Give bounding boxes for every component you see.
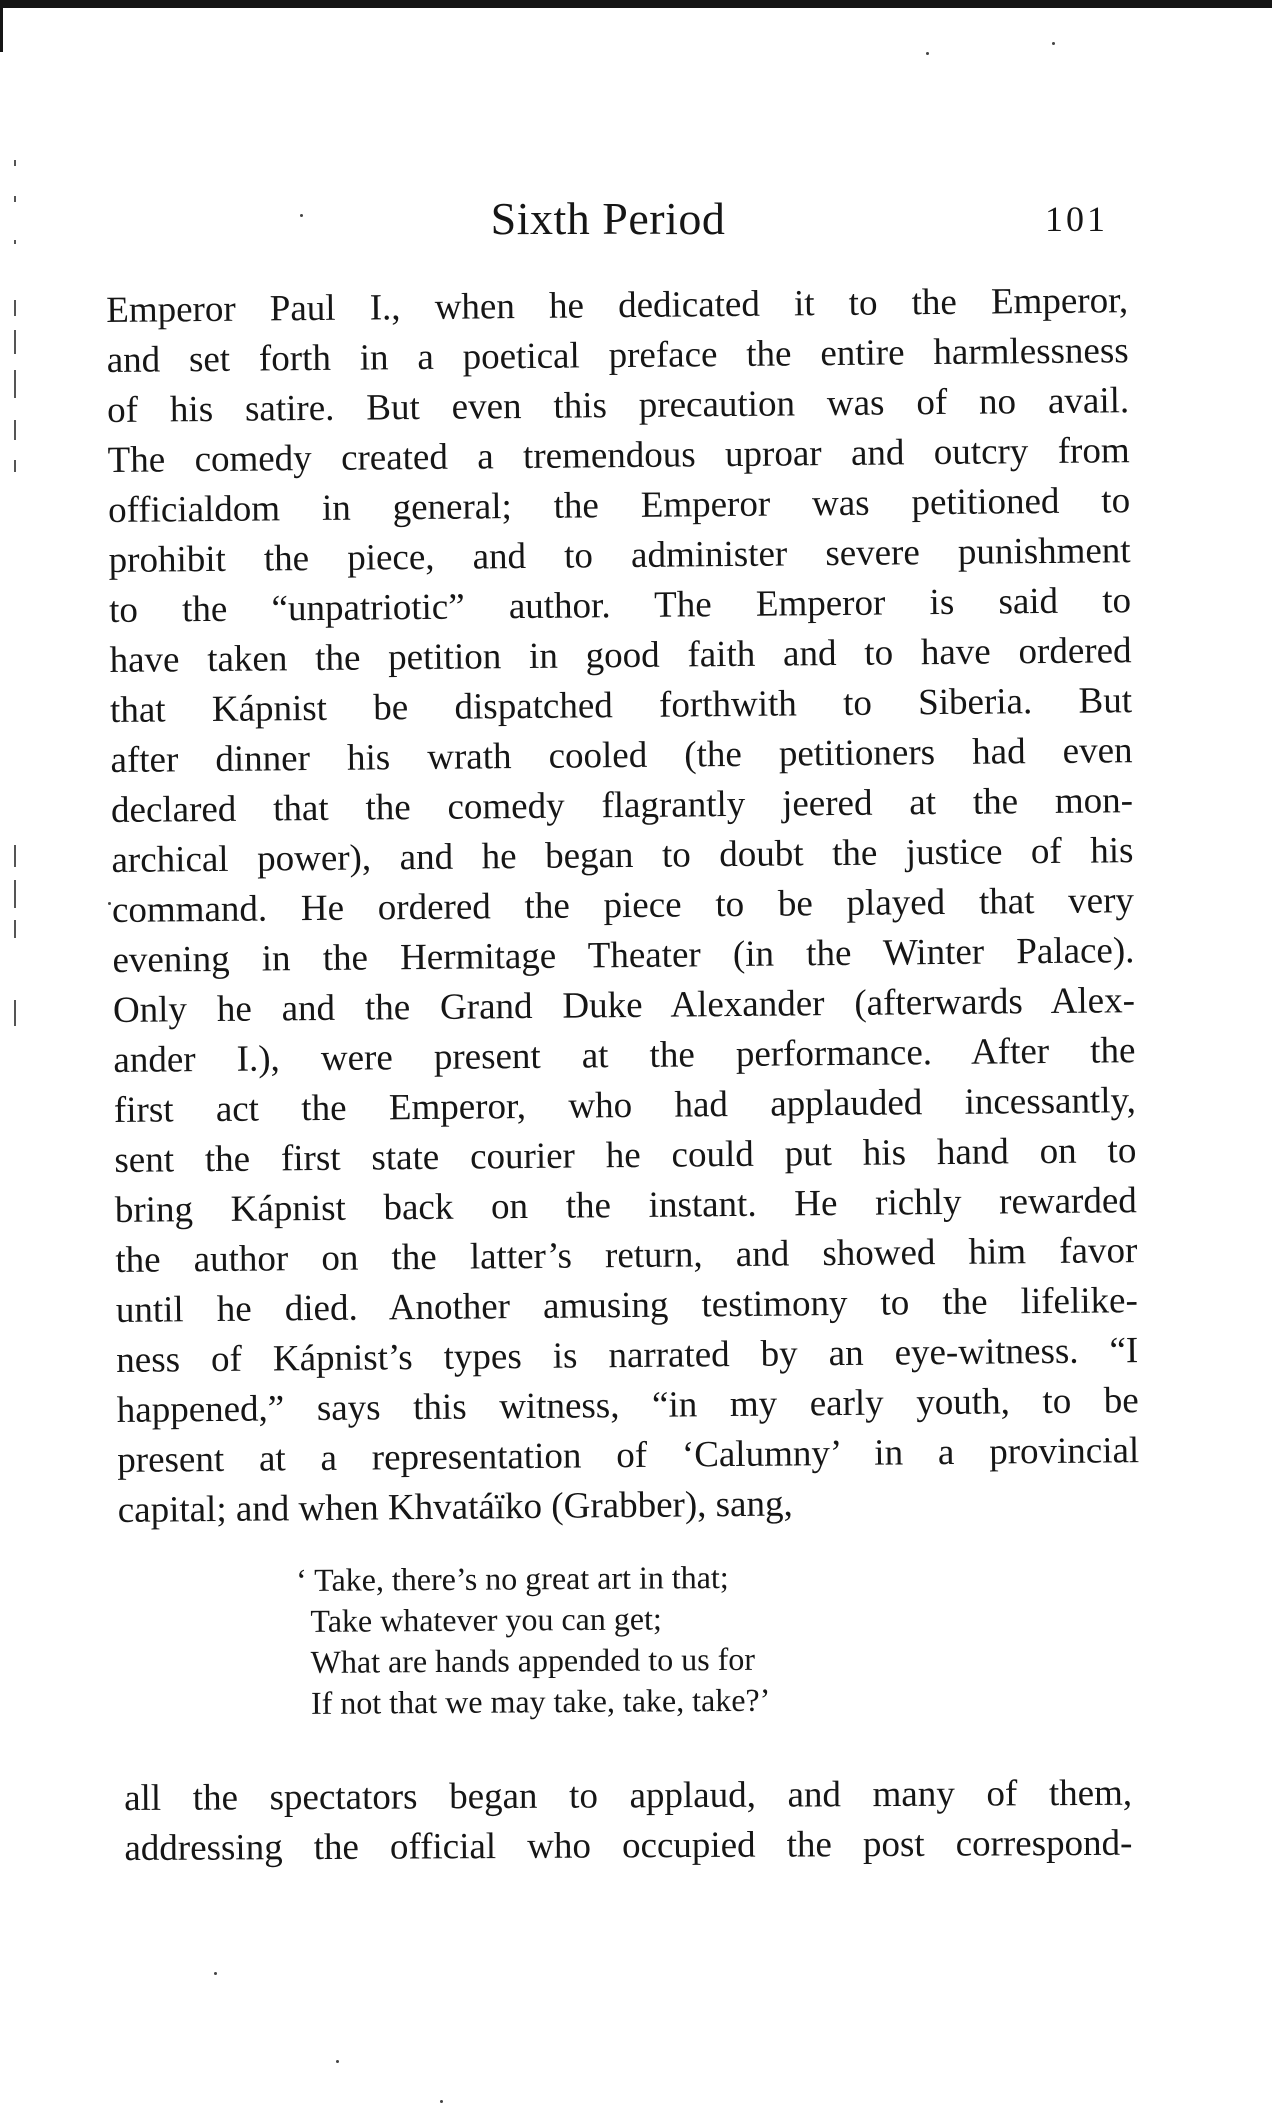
text-line: officialdom in general; the Emperor was petitioned to	[107, 480, 1131, 531]
margin-mark	[14, 300, 16, 316]
verse-line: ‘ Take, there’s no great art in that;	[296, 1558, 729, 1598]
ink-speck	[440, 2100, 443, 2103]
page-number: 101	[1045, 199, 1108, 239]
text-line: The comedy created a tremendous uproar and outcry from	[107, 430, 1130, 481]
text-line: that Kápnist be dispatched forthwith to Siberia. But	[109, 680, 1133, 731]
margin-mark	[14, 240, 16, 244]
scan-corner-mark	[0, 8, 3, 52]
margin-mark	[14, 370, 16, 398]
text-line: first act the Emperor, who had applauded incessantly,	[113, 1080, 1137, 1131]
text-line: and set forth in a poetical preface the entire harmlessness	[106, 330, 1129, 381]
running-title: Sixth Period	[490, 193, 726, 244]
ink-speck	[108, 902, 111, 905]
margin-mark	[14, 880, 16, 908]
text-line: ander I.), were present at the performance. After the	[113, 1030, 1136, 1081]
text-line: happened,” says this witness, “in my early youth, to be	[116, 1380, 1139, 1431]
text-line: present at a representation of ‘Calumny’ in a provincial	[117, 1430, 1140, 1481]
text-line: all the spectators began to applaud, and many of them,	[124, 1772, 1133, 1819]
ink-speck	[926, 52, 929, 55]
text-line: until he died. Another amusing testimony to the lifelike-	[115, 1280, 1138, 1331]
ink-speck	[336, 2060, 339, 2063]
margin-mark	[14, 1000, 16, 1026]
verse-line: What are hands appended to us for	[310, 1640, 756, 1680]
ink-speck	[214, 1972, 217, 1975]
verse-quotation	[296, 1555, 997, 1724]
running-head	[108, 192, 1108, 252]
margin-mark	[14, 845, 16, 867]
text-line: Emperor Paul I., when he dedicated it to the Emperor,	[106, 280, 1129, 331]
text-line: sent the first state courier he could put his hand on to	[114, 1130, 1137, 1181]
verse-line: Take whatever you can get;	[310, 1600, 662, 1639]
text-line: bring Kápnist back on the instant. He richly rewarded	[114, 1180, 1138, 1231]
text-line: evening in the Hermitage Theater (in the Winter Palace).	[112, 930, 1135, 981]
text-line: ness of Kápnist’s types is narrated by an eye-witness. “I	[116, 1330, 1139, 1381]
text-line: have taken the petition in good faith and to have ordered	[109, 630, 1132, 681]
margin-mark	[14, 160, 16, 166]
text-line: addressing the official who occupied the post correspond-	[124, 1822, 1133, 1869]
text-line: of his satire. But even this precaution was of no avail.	[106, 380, 1130, 431]
text-line: command. He ordered the piece to be played that very	[111, 880, 1135, 931]
verse-line: If not that we may take, take, take?’	[310, 1681, 771, 1721]
text-line: Only he and the Grand Duke Alexander (afterwards Alex-	[112, 980, 1136, 1031]
text-line: prohibit the piece, and to administer severe punishment	[108, 530, 1131, 581]
text-line: after dinner his wrath cooled (the petitioners had even	[110, 730, 1133, 781]
margin-mark	[14, 196, 16, 202]
margin-mark	[14, 330, 16, 354]
text-line: declared that the comedy flagrantly jeered at the mon-	[110, 780, 1134, 831]
body-paragraph	[106, 276, 1140, 1536]
continuation-paragraph	[124, 1769, 1133, 1874]
margin-mark	[14, 420, 16, 440]
text-line: to the “unpatriotic” author. The Emperor is said to	[108, 580, 1132, 631]
text-line: archical power), and he began to doubt the justice of his	[111, 830, 1134, 881]
margin-mark	[14, 460, 16, 472]
text-line: the author on the latter’s return, and showed him favor	[115, 1230, 1138, 1281]
ink-speck	[1052, 42, 1055, 45]
text-line: capital; and when Khvatáïko (Grabber), sang,	[117, 1483, 793, 1531]
scan-top-edge	[0, 0, 1272, 8]
margin-mark	[14, 920, 16, 938]
